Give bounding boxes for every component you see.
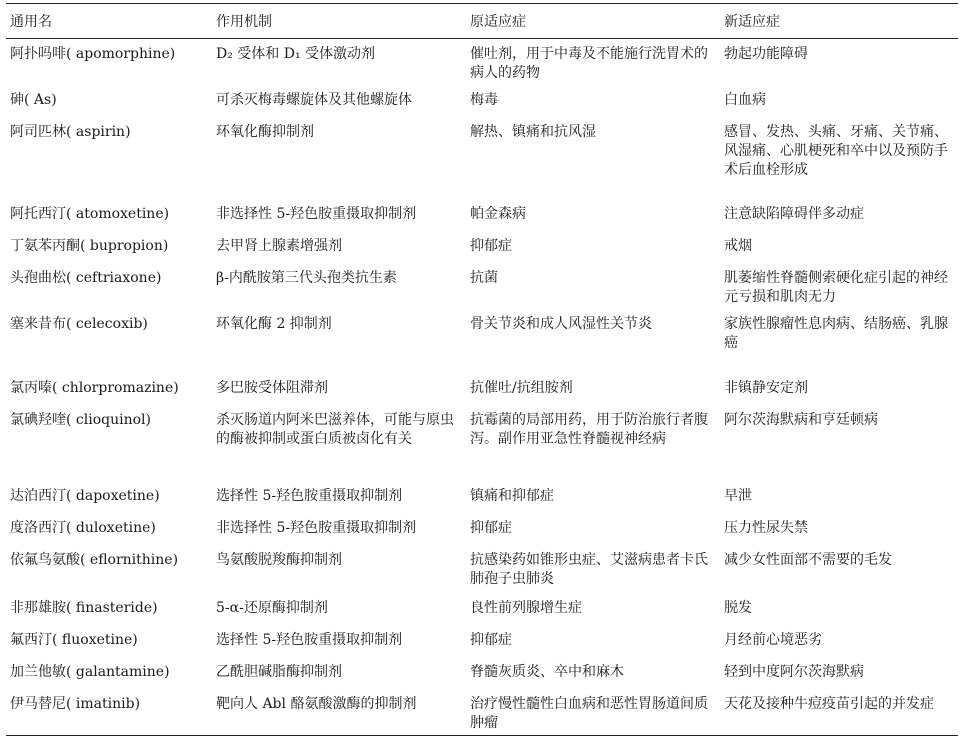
cell-generic-name: 阿扑吗啡( apomorphine) <box>10 46 176 62</box>
cell-mechanism: 5-α-还原酶抑制剂 <box>216 600 328 616</box>
cell-mechanism: 乙酰胆碱脂酶抑制剂 <box>216 664 342 680</box>
cell-generic-name: 氟西汀( fluoxetine) <box>10 632 138 648</box>
table-row <box>6 309 958 373</box>
cell-original-indication: 抗菌 <box>470 270 498 286</box>
cell-original-indication: 抗催吐/抗组胺剂 <box>470 380 573 396</box>
cell-generic-name: 加兰他敏( galantamine) <box>10 664 170 680</box>
table-row <box>6 373 958 405</box>
cell-new-indication: 家族性腺瘤性息肉病、结肠癌、乳腺癌 <box>724 316 948 351</box>
cell-mechanism: 环氧化酶抑制剂 <box>216 124 314 140</box>
cell-mechanism: 选择性 5-羟色胺重摄取抑制剂 <box>216 488 403 504</box>
cell-original-indication: 解热、镇痛和抗风湿 <box>470 124 596 140</box>
cell-original-indication: 良性前列腺增生症 <box>470 600 582 616</box>
cell-original-indication: 镇痛和抑郁症 <box>470 488 554 504</box>
table-row <box>6 231 958 263</box>
cell-original-indication: 抑郁症 <box>470 238 512 254</box>
table-header-row <box>6 4 958 39</box>
cell-new-indication: 注意缺陷障碍伴多动症 <box>724 206 864 222</box>
table-row <box>6 85 958 117</box>
cell-original-indication: 帕金森病 <box>470 206 526 222</box>
cell-new-indication: 感冒、发热、头痛、牙痛、关节痛、风湿痛、心肌梗死和卒中以及预防手术后血栓形成 <box>724 124 948 178</box>
table-row <box>6 689 958 736</box>
cell-original-indication: 抗霉菌的局部用药，用于防治旅行者腹泻。副作用亚急性脊髓视神经病 <box>470 412 708 447</box>
cell-mechanism: 环氧化酶 2 抑制剂 <box>216 316 332 332</box>
cell-original-indication: 催吐剂，用于中毒及不能施行洗胃术的病人的药物 <box>470 46 708 81</box>
cell-generic-name: 塞来昔布( celecoxib) <box>10 316 148 332</box>
cell-mechanism: β-内酰胺第三代头孢类抗生素 <box>216 270 397 286</box>
cell-mechanism: D₂ 受体和 D₁ 受体激动剂 <box>216 46 376 62</box>
table-body <box>6 39 958 736</box>
table-row <box>6 481 958 513</box>
cell-original-indication: 梅毒 <box>470 92 498 108</box>
cell-generic-name: 非那雄胺( finasteride) <box>10 600 158 616</box>
cell-new-indication: 阿尔茨海默病和亨廷顿病 <box>724 412 878 428</box>
cell-new-indication: 脱发 <box>724 600 752 616</box>
cell-mechanism: 杀灭肠道内阿米巴滋养体，可能与原虫的酶被抑制或蛋白质被卤化有关 <box>216 412 454 447</box>
cell-mechanism: 非选择性 5-羟色胺重摄取抑制剂 <box>216 206 417 222</box>
cell-generic-name: 头孢曲松( ceftriaxone) <box>10 270 162 286</box>
cell-mechanism: 多巴胺受体阻滞剂 <box>216 380 328 396</box>
header-original-indication: 原适应症 <box>470 14 526 30</box>
table-row <box>6 625 958 657</box>
cell-original-indication: 抑郁症 <box>470 520 512 536</box>
cell-mechanism: 可杀灭梅毒螺旋体及其他螺旋体 <box>216 92 412 108</box>
cell-mechanism: 选择性 5-羟色胺重摄取抑制剂 <box>216 632 403 648</box>
cell-original-indication: 治疗慢性髓性白血病和恶性胃肠道间质肿瘤 <box>470 696 708 731</box>
cell-new-indication: 勃起功能障碍 <box>724 46 808 62</box>
drug-repurposing-table <box>6 3 958 736</box>
cell-generic-name: 阿司匹林( aspirin) <box>10 124 131 140</box>
cell-new-indication: 天花及接种牛痘疫苗引起的并发症 <box>724 696 934 712</box>
cell-generic-name: 氯丙嗪( chlorpromazine) <box>10 380 179 396</box>
cell-generic-name: 丁氨苯丙酮( bupropion) <box>10 238 169 254</box>
cell-original-indication: 抑郁症 <box>470 632 512 648</box>
cell-original-indication: 抗感染药如锥形虫症、艾滋病患者卡氏肺孢子虫肺炎 <box>470 552 708 587</box>
table-row <box>6 657 958 689</box>
cell-mechanism: 去甲肾上腺素增强剂 <box>216 238 342 254</box>
cell-generic-name: 氯碘羟喹( clioquinol) <box>10 412 151 428</box>
cell-new-indication: 轻到中度阿尔茨海默病 <box>724 664 864 680</box>
table-row <box>6 545 958 593</box>
cell-generic-name: 达泊西汀( dapoxetine) <box>10 488 160 504</box>
cell-original-indication: 脊髓灰质炎、卒中和麻木 <box>470 664 624 680</box>
header-new-indication: 新适应症 <box>724 14 780 30</box>
cell-new-indication: 非镇静安定剂 <box>724 380 808 396</box>
header-generic-name: 通用名 <box>10 14 52 30</box>
table-row <box>6 39 958 86</box>
cell-generic-name: 伊马替尼( imatinib) <box>10 696 141 712</box>
table-row <box>6 513 958 545</box>
cell-new-indication: 肌萎缩性脊髓侧索硬化症引起的神经元亏损和肌肉无力 <box>724 270 948 305</box>
cell-mechanism: 非选择性 5-羟色胺重摄取抑制剂 <box>216 520 417 536</box>
table-row <box>6 199 958 231</box>
table-row <box>6 405 958 481</box>
table-row <box>6 263 958 309</box>
cell-new-indication: 早泄 <box>724 488 752 504</box>
cell-new-indication: 白血病 <box>724 92 766 108</box>
table-row <box>6 117 958 199</box>
cell-new-indication: 戒烟 <box>724 238 752 254</box>
cell-mechanism: 鸟氨酸脱羧酶抑制剂 <box>216 552 342 568</box>
cell-generic-name: 阿托西汀( atomoxetine) <box>10 206 170 222</box>
cell-mechanism: 靶向人 Abl 酪氨酸激酶的抑制剂 <box>216 696 417 712</box>
cell-generic-name: 度洛西汀( duloxetine) <box>10 520 156 536</box>
table-row <box>6 593 958 625</box>
cell-new-indication: 压力性尿失禁 <box>724 520 808 536</box>
cell-generic-name: 依氟鸟氨酸( eflornithine) <box>10 552 179 568</box>
header-mechanism: 作用机制 <box>216 14 272 30</box>
cell-original-indication: 骨关节炎和成人风湿性关节炎 <box>470 316 652 332</box>
cell-new-indication: 月经前心境恶劣 <box>724 632 822 648</box>
cell-generic-name: 砷( As) <box>10 92 57 108</box>
cell-new-indication: 减少女性面部不需要的毛发 <box>724 552 892 568</box>
